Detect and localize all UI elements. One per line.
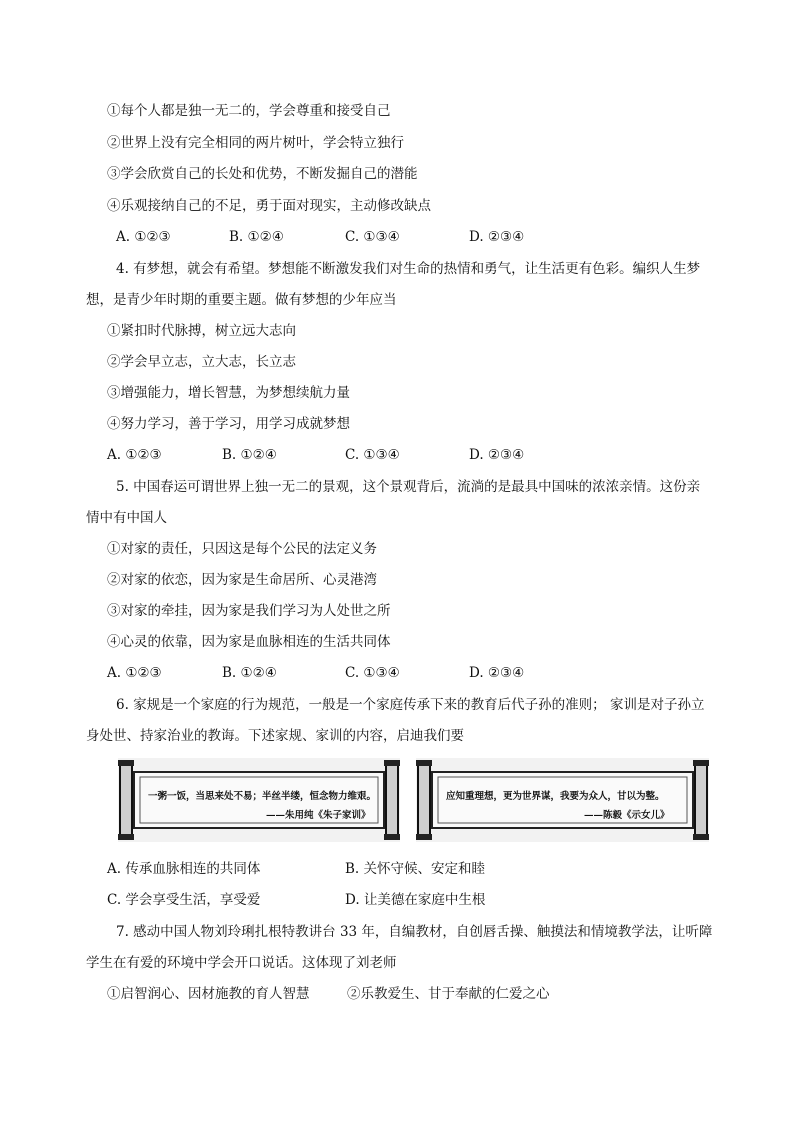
q6-option-b: B. 关怀守候、安定和睦 xyxy=(345,861,486,877)
q3-item-4: ④乐观接纳自己的不足，勇于面对现实，主动修改缺点 xyxy=(107,198,431,214)
scroll-image-left xyxy=(118,758,400,842)
q3-option-c: C. ①③④ xyxy=(345,229,400,245)
q5-item-3: ③对家的牵挂，因为家是我们学习为人处世之所 xyxy=(107,603,391,619)
q5-option-d: D. ②③④ xyxy=(469,665,525,681)
q6-option-d: D. 让美德在家庭中生根 xyxy=(345,892,486,908)
q4-option-d: D. ②③④ xyxy=(469,447,525,463)
q3-item-3: ③学会欣赏自己的长处和优势，不断发掘自己的潜能 xyxy=(107,166,418,182)
q5-stem-line1: 5. 中国春运可谓世界上独一无二的景观，这个景观背后，流淌的是最具中国味的浓浓亲情。这份亲 xyxy=(116,479,701,495)
q4-item-3: ③增强能力，增长智慧，为梦想续航力量 xyxy=(107,385,350,401)
q4-stem-line2: 想，是青少年时期的重要主题。做有梦想的少年应当 xyxy=(86,292,397,308)
q3-item-2: ②世界上没有完全相同的两片树叶，学会特立独行 xyxy=(107,135,404,151)
scroll-right-quote: 应知重理想，更为世界谋，我要为众人，甘以为整。 xyxy=(446,791,665,802)
q3-option-d: D. ②③④ xyxy=(469,229,525,245)
q4-item-2: ②学会早立志，立大志，长立志 xyxy=(107,354,296,370)
q5-option-a: A. ①②③ xyxy=(107,665,162,681)
q4-item-4: ④努力学习，善于学习，用学习成就梦想 xyxy=(107,416,350,432)
scroll-image-right xyxy=(416,758,709,842)
scroll-right-author: ——陈毅《示女儿》 xyxy=(584,810,670,821)
q4-option-a: A. ①②③ xyxy=(107,447,162,463)
q4-item-1: ①紧扣时代脉搏，树立远大志向 xyxy=(107,323,296,339)
q5-item-2: ②对家的依恋，因为家是生命居所、心灵港湾 xyxy=(107,572,377,588)
q6-option-c: C. 学会享受生活，享受爱 xyxy=(107,892,261,908)
q5-option-b: B. ①②④ xyxy=(222,665,277,681)
q3-item-1: ①每个人都是独一无二的，学会尊重和接受自己 xyxy=(107,103,391,119)
q7-item-1: ①启智润心、因材施教的育人智慧 xyxy=(107,986,310,1002)
q5-item-1: ①对家的责任，只因这是每个公民的法定义务 xyxy=(107,541,377,557)
q3-option-b: B. ①②④ xyxy=(229,229,284,245)
q5-stem-line2: 情中有中国人 xyxy=(86,510,167,526)
q5-option-c: C. ①③④ xyxy=(345,665,400,681)
scroll-left-author: ——朱用纯《朱子家训》 xyxy=(266,810,371,821)
scroll-left-quote: 一粥一饭，当思来处不易；半丝半缕，恒念物力维艰。 xyxy=(148,791,377,802)
q6-stem-line1: 6. 家规是一个家庭的行为规范，一般是一个家庭传承下来的教育后代子孙的准则； 家训是对子孙立 xyxy=(116,697,705,713)
q7-stem-line2: 学生在有爱的环境中学会开口说话。这体现了刘老师 xyxy=(86,955,397,971)
q6-stem-line2: 身处世、持家治业的教诲。下述家规、家训的内容，启迪我们要 xyxy=(86,728,464,744)
q5-item-4: ④心灵的依靠，因为家是血脉相连的生活共同体 xyxy=(107,634,391,650)
q4-stem-line1: 4. 有梦想，就会有希望。梦想能不断激发我们对生命的热情和勇气，让生活更有色彩。编织人生梦 xyxy=(116,261,701,277)
q7-stem-line1: 7. 感动中国人物刘玲琍扎根特教讲台 33 年，自编教材，自创唇舌操、触摸法和情境教学法，让听障 xyxy=(116,924,713,940)
q6-option-a: A. 传承血脉相连的共同体 xyxy=(107,861,261,877)
q7-item-2: ②乐教爱生、甘于奉献的仁爱之心 xyxy=(347,986,550,1002)
q4-option-b: B. ①②④ xyxy=(222,447,277,463)
q4-option-c: C. ①③④ xyxy=(345,447,400,463)
q3-option-a: A. ①②③ xyxy=(116,229,171,245)
